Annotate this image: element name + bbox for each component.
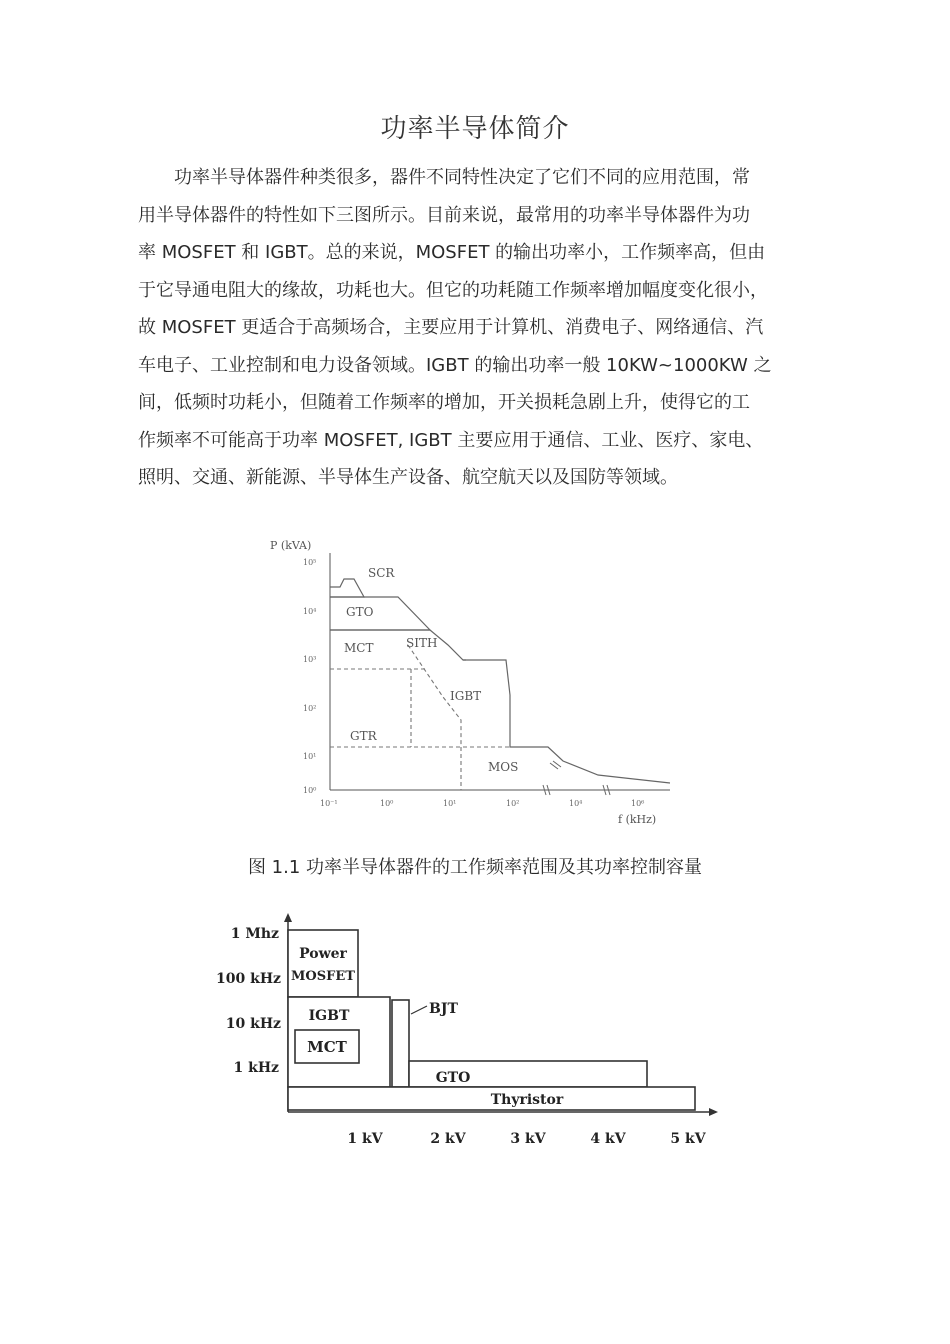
bjt-box [392, 1000, 409, 1087]
x-tick-label: 4 kV [590, 1131, 626, 1147]
region-label-igbt: IGBT [450, 689, 482, 703]
y-tick-label: 100 kHz [216, 971, 281, 987]
power-mosfet-label: MOSFET [291, 969, 355, 984]
x-tick-label: 5 kV [670, 1131, 706, 1147]
region-label-mos: MOS [488, 760, 519, 774]
y-tick-label: 10¹ [303, 752, 317, 761]
bjt-label: BJT [429, 1001, 458, 1017]
x-tick-label: 10⁴ [569, 799, 583, 808]
paragraph-line: 用半导体器件的特性如下三图所示。目前来说，最常用的功率半导体器件为功 [138, 204, 750, 226]
y-axis-arrow [284, 913, 292, 922]
y-tick-label: 10² [303, 704, 317, 713]
region-label-scr: SCR [368, 566, 395, 580]
region-label-sith: SITH [406, 636, 438, 650]
region-label-gtr: GTR [350, 729, 377, 743]
x-tick-label: 2 kV [430, 1131, 466, 1147]
paragraph-line: 作频率不可能高于功率 MOSFET, IGBT 主要应用于通信、工业、医疗、家电、 [138, 429, 764, 451]
region-label-mct: MCT [344, 641, 374, 655]
igbt-label: IGBT [308, 1008, 350, 1024]
mct-label: MCT [307, 1038, 347, 1056]
scr-boundary [330, 579, 364, 597]
paragraph-line: 于它导通电阻大的缘故，功耗也大。但它的功耗随工作频率增加幅度变化很小， [138, 279, 768, 301]
y-tick-label: 10³ [303, 655, 317, 664]
power-mosfet-label: Power [299, 946, 347, 962]
x-axis-title: f (kHz) [618, 813, 657, 826]
gto-label: GTO [435, 1070, 471, 1086]
gto-boundary [330, 597, 430, 630]
y-tick-label: 10⁰ [303, 786, 317, 795]
x-tick-label: 3 kV [510, 1131, 546, 1147]
x-tick-label: 10⁶ [631, 799, 645, 808]
page-title: 功率半导体简介 [380, 114, 570, 144]
y-axis-title: P (kVA) [270, 539, 312, 552]
paragraph-line: 照明、交通、新能源、半导体生产设备、航空航天以及国防等领域。 [138, 467, 678, 488]
x-tick-label: 10⁰ [380, 799, 394, 808]
y-tick-label: 10⁴ [303, 607, 317, 616]
y-tick-label: 10 kHz [225, 1016, 281, 1032]
thyristor-label: Thyristor [490, 1092, 564, 1108]
x-tick-label: 10² [506, 799, 520, 808]
paragraph-line: 间，低频时功耗小，但随着工作频率的增加，开关损耗急剧上升，使得它的工 [138, 392, 750, 413]
paragraph-line: 率 MOSFET 和 IGBT。总的来说，MOSFET 的输出功率小，工作频率高，但由 [138, 242, 766, 263]
figure1-caption: 图 1.1 功率半导体器件的工作频率范围及其功率控制容量 [247, 857, 703, 878]
y-tick-label: 1 Mhz [230, 926, 279, 942]
y-tick-label: 1 kHz [233, 1060, 279, 1076]
power-mosfet-box [288, 930, 358, 997]
paragraph-line: 功率半导体器件种类很多，器件不同特性决定了它们不同的应用范围，常 [138, 167, 750, 188]
frequency-power-diagram [258, 535, 678, 835]
x-axis-arrow [709, 1108, 718, 1116]
bjt-leader-line [411, 1006, 427, 1014]
intro-paragraph [138, 163, 800, 501]
x-tick-label: 10¹ [443, 799, 457, 808]
paragraph-line: 故 MOSFET 更适合于高频场合，主要应用于计算机、消费电子、网络通信、汽 [138, 317, 764, 338]
y-tick-label: 10⁵ [303, 558, 317, 567]
paragraph-line: 车电子、工业控制和电力设备领域。IGBT 的输出功率一般 10KW~1000KW 之 [138, 354, 772, 376]
region-label-gto: GTO [346, 605, 374, 619]
voltage-frequency-chart [215, 910, 735, 1150]
x-tick-label: 10⁻¹ [320, 799, 338, 808]
x-tick-label: 1 kV [347, 1131, 383, 1147]
